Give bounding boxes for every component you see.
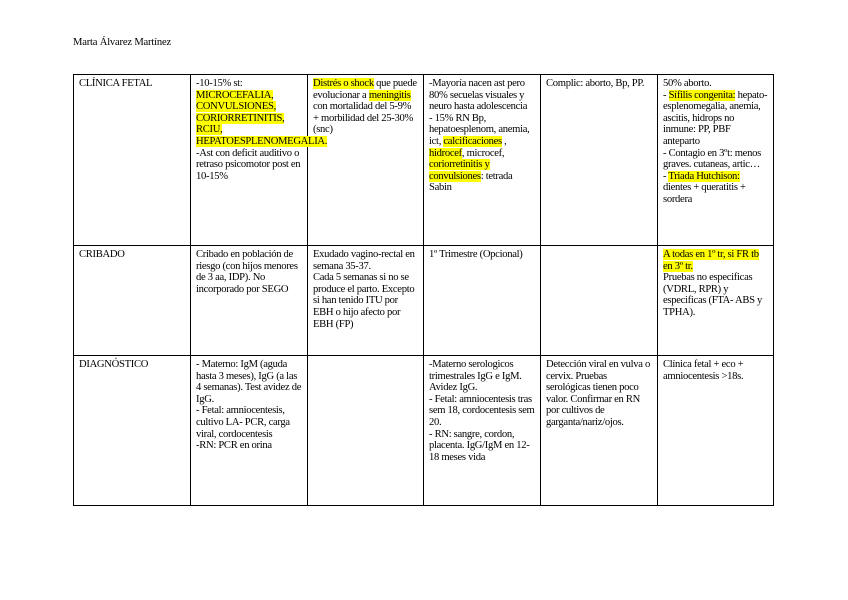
table-cell [541,75,658,246]
cell-text: Clínica fetal + eco + amniocentesis >18s. [663,359,744,382]
cell-text: - [663,89,669,101]
row-header: CRIBADO [74,246,191,356]
cell-text: Exudado vagino-rectal en semana 35-37. [313,249,415,272]
table-cell [191,75,328,246]
cell-text: Complic: aborto, Bp, PP. [546,78,645,89]
highlighted-text: calcificaciones [443,135,502,147]
cell-text: hepato-esplenomegalia, anemia, ascitis, hidrops no inmune: PP, PBF anteparto [663,89,768,147]
table-cell [541,356,658,506]
highlighted-text: coriorretinitis y convulsiones [429,159,490,182]
cell-text: -RN: PCR en orina [196,440,272,452]
cell-text: Detección viral en vulva o cervix. Pruebas serológicas tienen poco valor. Confirmar en RN por cultivos de garganta/nariz/ojos. [546,359,650,428]
cell-text: Cada 5 semanas si no se produce el parto. Excepto si han tenido ITU por EBH o hijo afecto por EBH (FP) [313,272,415,330]
highlighted-text: Sífilis congenita: [668,89,736,101]
cell-text: - Fetal: amniocentesis, cultivo LA- PCR, carga viral, cordocentesis [196,405,290,440]
cell-text: : tetrada Sabin [429,170,513,194]
cell-text: Cribado en población de riesgo (con hijos menores de 3 aa, IDP). No incorporado por SEGO [196,249,298,295]
highlighted-text: meningitis [368,89,411,101]
cell-text: con mortalidad del 5-9% + morbilidad del 25-30% (snc) [313,101,413,136]
row-header: CLÍNICA FETAL [74,75,191,246]
cell-text: -Materno serologicos trimestrales IgG e IgM. [429,359,522,382]
cell-text: , microcef, [461,147,505,159]
cell-text: -Mayoría nacen ast pero 80% secuelas visuales y neuro hasta adolescencia [429,78,528,113]
table-cell [658,356,774,506]
table-cell [191,246,308,356]
cell-text: Pruebas no especificas (VDRL, RPR) y especificas (FTA- ABS y TPHA). [663,272,763,318]
author-name: Marta Álvarez Martínez [73,37,171,48]
highlighted-text: A todas en 1º tr, si FR tb en 3º tr. [663,249,759,272]
table-cell [308,75,424,246]
cell-text: - 15% RN Bp, hepatoesplenom, anemia, ict, [429,112,530,147]
highlighted-text: MICROCEFALIA, CONVULSIONES, CORIORRETINITIS, RCIU, HEPATOESPLENOMEGALIA. [196,89,328,147]
cell-text: -Ast con deficit auditivo o retraso psicomotor post en 10-15% [196,147,301,182]
cell-text: - [663,170,669,182]
table-cell [424,356,541,506]
cell-text: que puede evolucionar a [313,78,417,101]
cell-text: 1º Trimestre (Opcional) [429,249,523,260]
table-cell [658,75,774,246]
cell-text: - Contagio en 3ºt: menos graves. cutaneas, artic… [663,147,761,171]
table-cell [424,246,541,356]
cell-text: , [501,135,507,147]
highlighted-text: Distrés o shock [313,78,374,89]
cell-text: - Materno: IgM (aguda hasta 3 meses), IgG (a las 4 semanas). Test avidez de IgG. [196,359,302,405]
table-cell [658,246,774,356]
table-row-cribado [74,246,774,356]
cell-text: Avidez IgG. [429,382,478,394]
table-row-diagnostico [74,356,774,506]
table-cell [541,246,658,356]
row-header: DIAGNÓSTICO [74,356,191,506]
cell-text: -10-15% st: [196,78,243,89]
table-cell [191,356,308,506]
summary-table [73,74,774,506]
table-row-clinica-fetal [74,75,774,246]
highlighted-text: hidrocef [429,147,462,159]
table-cell [424,75,541,246]
cell-text: dientes + queratitis + sordera [663,182,746,205]
table-cell [308,356,424,506]
highlighted-text: Triada Hutchison: [668,170,740,182]
cell-text: - RN: sangre, cordon, placenta. IgG/IgM en 12-18 meses vida [429,428,530,463]
cell-text: - Fetal: amniocentesis tras sem 18, cordocentesis sem 20. [429,393,535,428]
table-cell [308,246,424,356]
cell-text: 50% aborto. [663,78,712,89]
